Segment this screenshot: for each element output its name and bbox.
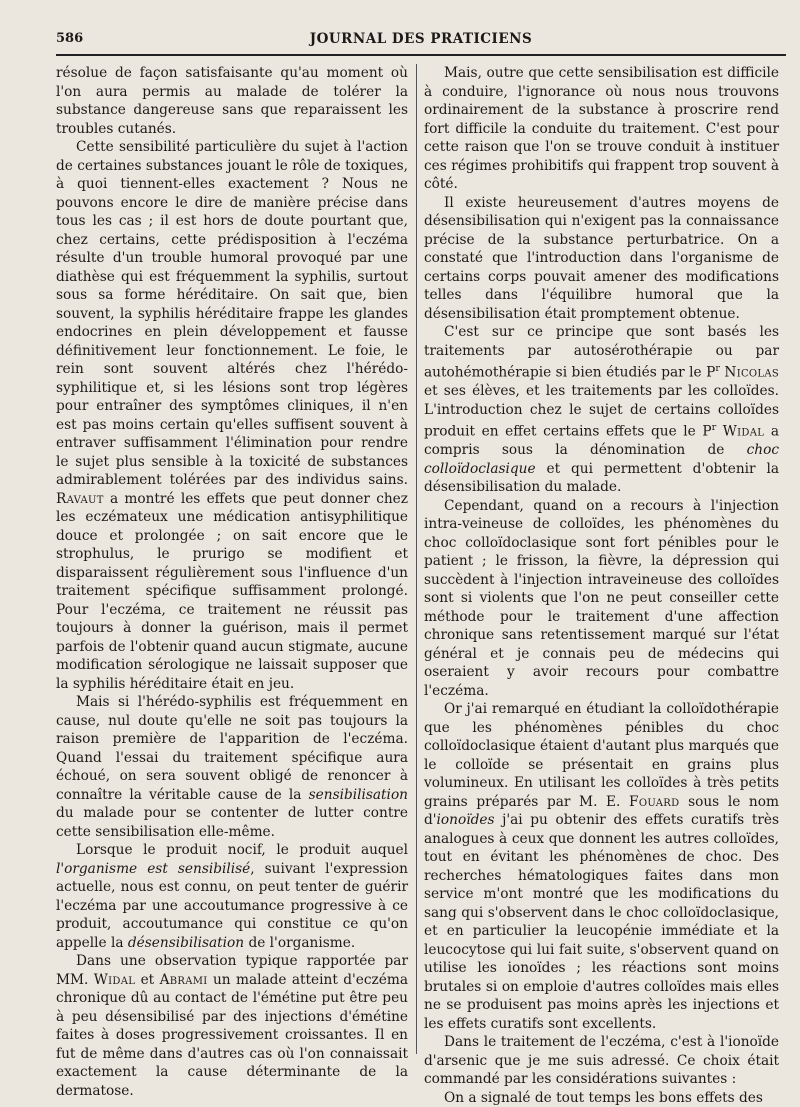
author-name-widal: Widal: [93, 971, 136, 988]
right-paragraph-3: C'est sur ce principe que sont basés les traitements par autosérothérapie ou par autohémothérapie si bien étudiés par le $P^r$ Nicolas et ses élèves, et les traitements par les colloïdes. L'introduction chez le sujet de certains colloïdes produit en effet certains effets que le $P^r$ Widal a compris sous la dénomination de choc colloïdoclasique et qui permettent d'obtenir la désensibilisation du malade.: [424, 324, 780, 496]
page-header: [56, 28, 786, 52]
right-paragraph-5: Or j'ai remarqué en étudiant la colloïdothérapie que les phénomènes pénibles du choc colloïdoclasique étaient d'autant plus marqués que le colloïde se présentait en grains plus volumineux. En utilisant les colloïdes à très petits grains préparés par M. E. Fouard sous le nom d'ionoïdes j'ai pu obtenir des effets curatifs très analogues à ceux que donnent les autres colloïdes, tout en évitant les phénomènes de choc. Des recherches hématologiques faites dans mon service m'ont montré que les modifications du sang qui s'observent dans le choc colloïdoclasique, et en particulier la leucopénie immédiate et la leucocytose qui lui fait suite, s'observent quand on utilise les ionoïdes ; les réactions sont moins brutales si on emploie d'autres colloïdes mais elles ne se produisent pas moins après les injections et les effets curatifs sont excellents.: [424, 701, 779, 1032]
page-number: 586: [56, 31, 84, 46]
right-paragraph-6: Dans le traitement de l'eczéma, c'est à l'ionoïde d'arsenic que je me suis adressé. Ce choix était commandé par les considérations suivantes :: [424, 1034, 779, 1088]
left-paragraph-2: Cette sensibilité particulière du sujet à l'action de certaines substances jouant le rôle de toxiques, à quoi tiennent-elles exactement ? Nous ne pouvons encore le dire de manière précise dans tous les cas ; il est hors de doute pourtant que, chez certains, cette prédisposition à l'eczéma résulte d'un trouble humoral provoqué par une diathèse qui est fréquemment la syphilis, surtout sous sa forme héréditaire. On sait que, bien souvent, la syphilis héréditaire frappe les glandes endocrines en plein développement et fausse définitivement leur fonctionnement. Le foie, le rein sont souvent altérés chez l'hérédo-syphilitique et, si les lésions sont trop légères pour entraîner des symptômes cliniques, il n'en est pas moins certain qu'elles suffisent souvent à entraver suffisamment l'élimination pour rendre le sujet plus sensible à la toxicité de substances admirablement tolérées par des individus sains. Ravaut a montré les effets que peut donner chez les eczémateux une médication antisyphilitique douce et prolongée ; on sait encore que le strophulus, le prurigo se modifient et disparaissent régulièrement sous l'influence d'un traitement spécifique suffisamment prolongé. Pour l'eczéma, ce traitement ne réussit pas toujours à donner la guérison, mais il permet parfois de l'obtenir quand aucun stigmate, aucune modification sérologique ne laissait supposer que la syphilis héréditaire était en jeu.: [56, 139, 408, 692]
left-paragraph-5: Dans une observation typique rapportée par MM. Widal et Abrami un malade atteint d'eczéma chronique dû au contact de l'émétine put être peu à peu désensibilisé par des injections d'émétine faites à doses progressivement croissantes. Il en fut de même dans d'autres cas où l'on connaissait exactement la cause déterminante de la dermatose.: [56, 953, 408, 1099]
author-name-widal-2: Widal: [722, 423, 765, 440]
author-name-nicolas: Nicolas: [724, 364, 780, 381]
left-paragraph-4: Lorsque le produit nocif, le produit auquel l'organisme est sensibilisé, suivant l'expression actuelle, nous est connu, on peut tenter de guérir l'eczéma par une accoutumance progressive à ce produit, accoutumance qui constitue ce qu'on appelle la désensibilisation de l'organisme.: [56, 842, 408, 951]
author-name-ravaut: Ravaut: [56, 490, 104, 507]
header-rule: [56, 54, 786, 56]
journal-title: JOURNAL DES PRATICIENS: [309, 31, 533, 47]
column-divider: [416, 64, 417, 1054]
right-paragraph-2: Il existe heureusement d'autres moyens de désensibilisation qui n'exigent pas la connaissance précise de la substance perturbatrice. On a constaté que l'introduction dans l'organisme de certains corps pouvait amener des modifications telles dans l'équilibre humoral que la désensibilisation était promptement obtenue.: [424, 194, 779, 322]
author-name-fouard: Fouard: [629, 793, 680, 810]
left-column: [56, 64, 408, 1099]
right-paragraph-1: Mais, outre que cette sensibilisation est difficile à conduire, l'ignorance où nous nous trouvons ordinairement de la substance à proscrire rend fort difficile la conduite du traitement. C'est pour cette raison que l'on se trouve conduit à instituer ces régimes prohibitifs qui frappent trop souvent à côté.: [424, 65, 779, 192]
author-name-abrami: Abrami: [159, 971, 208, 988]
right-paragraph-4: Cependant, quand on a recours à l'injection intra-veineuse de colloïdes, les phénomènes du choc colloïdoclasique sont fort pénibles pour le patient ; le frisson, la fièvre, la dépression qui succèdent à l'injection intraveineuse des colloïdes sont si violents que l'on ne peut conseiller cette méthode pour le traitement d'une affection chronique sans retentissement marqué sur l'état général et je connais peu de médecins qui oseraient y avoir recours pour combattre l'eczéma.: [424, 497, 779, 699]
left-paragraph-3: Mais si l'hérédo-syphilis est fréquemment en cause, nul doute qu'elle ne soit pas toujours la raison première de l'apparition de l'eczéma. Quand l'essai du traitement spécifique aura échoué, on sera souvent obligé de renoncer à connaître la véritable cause de la sensibilisation du malade pour se contenter de lutter contre cette sensibilisation elle-même.: [56, 694, 408, 840]
left-paragraph-1: résolue de façon satisfaisante qu'au moment où l'on aura permis au malade de tolérer la substance dangereuse sans que reparaissent les troubles cutanés.: [56, 65, 408, 137]
right-column: [424, 64, 780, 1106]
right-paragraph-7: On a signalé de tout temps les bons effets des: [444, 1089, 763, 1106]
